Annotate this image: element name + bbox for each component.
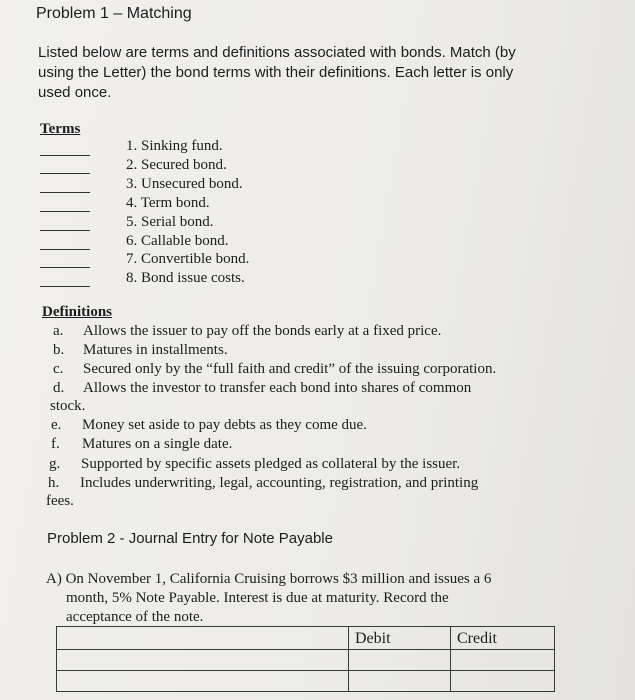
answer-blank-1[interactable] <box>40 155 90 156</box>
intro-line-3: used once. <box>38 84 112 101</box>
definition-continuation: stock. <box>50 398 86 414</box>
term-item: 4. Term bond. <box>126 195 210 211</box>
term-item: 3. Unsecured bond. <box>126 176 243 192</box>
term-item: 1. Sinking fund. <box>126 138 223 154</box>
definition-text: Supported by specific assets pledged as collateral by the issuer. <box>81 456 461 472</box>
table-row <box>57 650 555 671</box>
term-item: 5. Serial bond. <box>126 214 214 230</box>
answer-blank-5[interactable] <box>40 230 90 231</box>
credit-cell[interactable] <box>451 650 555 671</box>
definition-text: Money set aside to pay debts as they come due. <box>82 417 367 433</box>
definition-letter: g. <box>49 456 61 472</box>
definition-letter: e. <box>51 417 62 433</box>
answer-blank-3[interactable] <box>40 192 90 193</box>
term-item: 8. Bond issue costs. <box>126 270 245 286</box>
definition-text: Allows the issuer to pay off the bonds early at a fixed price. <box>83 323 442 339</box>
term-item: 7. Convertible bond. <box>126 251 250 267</box>
intro-line-1: Listed below are terms and definitions associated with bonds. Match (by <box>38 44 516 61</box>
definition-text: Allows the investor to transfer each bond into shares of common <box>83 380 472 396</box>
answer-blank-8[interactable] <box>40 286 90 287</box>
answer-blank-4[interactable] <box>40 211 90 212</box>
part-a-line-1: A) On November 1, California Cruising borrows $3 million and issues a 6 <box>46 571 492 587</box>
answer-blank-6[interactable] <box>40 249 90 250</box>
definition-text: Secured only by the “full faith and credit” of the issuing corporation. <box>83 361 497 377</box>
table-row <box>57 671 555 692</box>
credit-header: Credit <box>451 627 555 650</box>
journal-entry-table <box>56 626 555 692</box>
intro-line-2: using the Letter) the bond terms with their definitions. Each letter is only <box>38 64 514 81</box>
account-cell[interactable] <box>57 671 349 692</box>
table-header-row <box>57 627 555 650</box>
problem1-title: Problem 1 – Matching <box>36 5 192 22</box>
account-cell[interactable] <box>57 650 349 671</box>
debit-header: Debit <box>349 627 451 650</box>
answer-blank-7[interactable] <box>40 267 90 268</box>
part-a-line-3: acceptance of the note. <box>66 609 204 625</box>
definition-letter: a. <box>53 323 64 339</box>
credit-cell[interactable] <box>451 671 555 692</box>
term-item: 2. Secured bond. <box>126 157 227 173</box>
debit-cell[interactable] <box>349 650 451 671</box>
definition-letter: h. <box>48 475 60 491</box>
part-a-line-2: month, 5% Note Payable. Interest is due at maturity. Record the <box>66 590 449 606</box>
terms-heading: Terms <box>40 121 81 137</box>
definition-letter: b. <box>53 342 65 358</box>
definitions-heading: Definitions <box>42 304 113 320</box>
definition-letter: c. <box>53 361 64 377</box>
definition-text: Matures on a single date. <box>82 436 233 452</box>
answer-blank-2[interactable] <box>40 173 90 174</box>
problem2-title: Problem 2 - Journal Entry for Note Payable <box>47 530 333 547</box>
definition-letter: d. <box>53 380 65 396</box>
definition-letter: f. <box>51 436 60 452</box>
term-item: 6. Callable bond. <box>126 233 229 249</box>
debit-cell[interactable] <box>349 671 451 692</box>
definition-continuation: fees. <box>46 493 74 509</box>
account-header-cell[interactable] <box>57 627 349 650</box>
definition-text: Matures in installments. <box>83 342 228 358</box>
definition-text: Includes underwriting, legal, accounting, registration, and printing <box>80 475 479 491</box>
